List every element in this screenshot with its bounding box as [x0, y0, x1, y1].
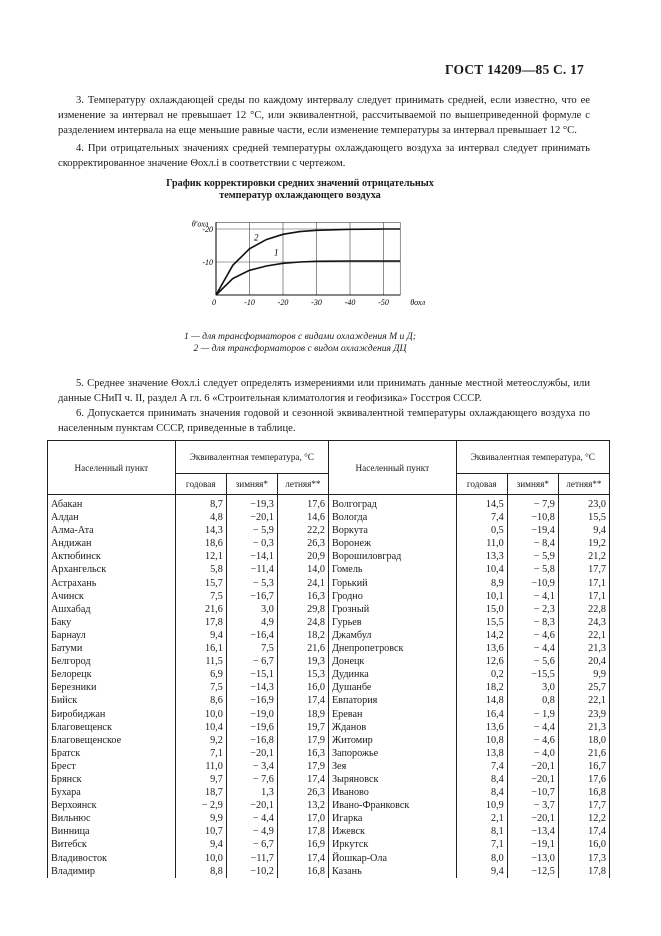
table-row	[48, 577, 610, 590]
winter-temp-cell: −12,5	[507, 865, 558, 878]
annual-temp-cell: 14,5	[456, 495, 507, 512]
table-row	[48, 721, 610, 734]
annual-temp-cell: 10,1	[456, 590, 507, 603]
annual-temp-cell: 0,2	[456, 668, 507, 681]
city-name-cell: Ворошиловград	[328, 550, 456, 563]
table-row	[48, 629, 610, 642]
summer-temp-cell: 22,8	[558, 603, 609, 616]
table-row	[48, 563, 610, 576]
winter-temp-cell: −20,1	[507, 773, 558, 786]
summer-temp-cell: 18,9	[277, 708, 328, 721]
annual-temp-cell: 11,5	[175, 655, 226, 668]
city-name-cell: Вологда	[328, 511, 456, 524]
city-name-cell: Зыряновск	[328, 773, 456, 786]
table-row	[48, 694, 610, 707]
winter-temp-cell: −20,1	[226, 511, 277, 524]
winter-temp-cell: − 7,9	[507, 495, 558, 512]
table-row	[48, 708, 610, 721]
annual-temp-cell: 9,2	[175, 734, 226, 747]
annual-temp-cell: 18,7	[175, 786, 226, 799]
annual-temp-cell: 14,2	[456, 629, 507, 642]
city-name-cell: Ереван	[328, 708, 456, 721]
annual-temp-cell: 9,4	[175, 838, 226, 851]
city-name-cell: Воркута	[328, 524, 456, 537]
city-name-cell: Алдан	[48, 511, 176, 524]
winter-temp-cell: − 4,9	[226, 825, 277, 838]
winter-temp-cell: −19,3	[226, 495, 277, 512]
summer-temp-cell: 17,6	[558, 773, 609, 786]
winter-temp-cell: 1,3	[226, 786, 277, 799]
summer-temp-cell: 15,5	[558, 511, 609, 524]
city-name-cell: Владивосток	[48, 852, 176, 865]
city-name-cell: Душанбе	[328, 681, 456, 694]
city-name-cell: Дудинка	[328, 668, 456, 681]
city-name-cell: Винница	[48, 825, 176, 838]
summer-temp-cell: 13,2	[277, 799, 328, 812]
annual-temp-cell: 7,1	[456, 838, 507, 851]
annual-temp-cell: 10,7	[175, 825, 226, 838]
summer-temp-cell: 17,4	[277, 852, 328, 865]
table-row	[48, 760, 610, 773]
winter-temp-cell: −10,8	[507, 511, 558, 524]
winter-temp-cell: −20,1	[507, 812, 558, 825]
city-name-cell: Гродно	[328, 590, 456, 603]
annual-temp-cell: 10,4	[175, 721, 226, 734]
city-name-cell: Ачинск	[48, 590, 176, 603]
winter-temp-cell: − 4,4	[507, 642, 558, 655]
annual-temp-cell: 10,0	[175, 708, 226, 721]
city-name-cell: Игарка	[328, 812, 456, 825]
annual-temp-cell: 14,8	[456, 694, 507, 707]
winter-temp-cell: − 7,6	[226, 773, 277, 786]
table-row	[48, 747, 610, 760]
summer-temp-cell: 17,1	[558, 590, 609, 603]
table-row	[48, 825, 610, 838]
annual-temp-cell: 18,6	[175, 537, 226, 550]
winter-temp-cell: − 4,4	[507, 721, 558, 734]
winter-temp-cell: 4,9	[226, 616, 277, 629]
summer-temp-cell: 23,9	[558, 708, 609, 721]
x-tick-label: -40	[344, 298, 356, 307]
legend-item-2: 2 — для трансформаторов с видом охлаждения ДЦ	[193, 343, 407, 354]
city-name-cell: Иркутск	[328, 838, 456, 851]
city-name-cell: Верхоянск	[48, 799, 176, 812]
table-row	[48, 681, 610, 694]
city-name-cell: Запорожье	[328, 747, 456, 760]
annual-temp-cell: 18,2	[456, 681, 507, 694]
annual-temp-cell: 8,6	[175, 694, 226, 707]
summer-temp-cell: 22,2	[277, 524, 328, 537]
winter-temp-cell: −16,7	[226, 590, 277, 603]
table-row	[48, 865, 610, 878]
x-tick-label: -10	[244, 298, 255, 307]
annual-temp-cell: 0,5	[456, 524, 507, 537]
summer-temp-cell: 26,3	[277, 786, 328, 799]
winter-temp-cell: 0,8	[507, 694, 558, 707]
city-name-cell: Березники	[48, 681, 176, 694]
table-row	[48, 655, 610, 668]
city-name-cell: Бийск	[48, 694, 176, 707]
summer-temp-cell: 17,4	[277, 694, 328, 707]
summer-temp-cell: 21,2	[558, 550, 609, 563]
page-header: ГОСТ 14209—85 С. 17	[445, 62, 584, 77]
summer-temp-cell: 17,6	[277, 495, 328, 512]
summer-temp-cell: 16,0	[558, 838, 609, 851]
annual-temp-cell: 8,9	[456, 577, 507, 590]
summer-temp-cell: 17,7	[558, 799, 609, 812]
table-row	[48, 838, 610, 851]
winter-temp-cell: 7,5	[226, 642, 277, 655]
summer-temp-cell: 16,3	[277, 747, 328, 760]
winter-temp-cell: − 5,9	[507, 550, 558, 563]
col-header-year-right: годовая	[456, 474, 507, 495]
summer-temp-cell: 17,7	[558, 563, 609, 576]
city-name-cell: Брянск	[48, 773, 176, 786]
winter-temp-cell: − 8,3	[507, 616, 558, 629]
annual-temp-cell: 9,4	[456, 865, 507, 878]
col-header-name-left: Населенный пункт	[48, 441, 176, 495]
annual-temp-cell: − 2,9	[175, 799, 226, 812]
winter-temp-cell: −10,2	[226, 865, 277, 878]
table-row	[48, 786, 610, 799]
winter-temp-cell: − 4,6	[507, 629, 558, 642]
annual-temp-cell: 7,4	[456, 760, 507, 773]
summer-temp-cell: 16,3	[277, 590, 328, 603]
city-name-cell: Барнаул	[48, 629, 176, 642]
annual-temp-cell: 8,1	[456, 825, 507, 838]
city-name-cell: Белгород	[48, 655, 176, 668]
city-name-cell: Белорецк	[48, 668, 176, 681]
summer-temp-cell: 19,2	[558, 537, 609, 550]
series-label-1: 1	[274, 247, 279, 258]
winter-temp-cell: − 5,3	[226, 577, 277, 590]
annual-temp-cell: 11,0	[456, 537, 507, 550]
table-row	[48, 852, 610, 865]
city-name-cell: Евпатория	[328, 694, 456, 707]
winter-temp-cell: − 4,0	[507, 747, 558, 760]
city-name-cell: Бухара	[48, 786, 176, 799]
table-row	[48, 511, 610, 524]
legend-item-1: 1 — для трансформаторов с видами охлаждения М и Д;	[184, 331, 416, 342]
summer-temp-cell: 15,3	[277, 668, 328, 681]
annual-temp-cell: 15,0	[456, 603, 507, 616]
winter-temp-cell: −15,1	[226, 668, 277, 681]
winter-temp-cell: − 6,7	[226, 838, 277, 851]
city-name-cell: Ашхабад	[48, 603, 176, 616]
chart-title	[150, 178, 450, 202]
summer-temp-cell: 17,8	[558, 865, 609, 878]
winter-temp-cell: −11,4	[226, 563, 277, 576]
col-header-winter-right: зимняя*	[507, 474, 558, 495]
city-name-cell: Абакан	[48, 495, 176, 512]
summer-temp-cell: 17,1	[558, 577, 609, 590]
paragraph-5: 5. Среднее значение Θохл.i следует определять измерениями или принимать данные местной метеослужбы, или данные СНиП ч. II, раздел А гл. 6 «Строительная климатология и геофизика» Госстроя СССР.	[58, 378, 590, 404]
summer-temp-cell: 29,8	[277, 603, 328, 616]
city-name-cell: Ивано-Франковск	[328, 799, 456, 812]
table-body	[48, 495, 610, 878]
annual-temp-cell: 2,1	[456, 812, 507, 825]
summer-temp-cell: 21,3	[558, 721, 609, 734]
annual-temp-cell: 9,7	[175, 773, 226, 786]
summer-temp-cell: 22,1	[558, 694, 609, 707]
summer-temp-cell: 17,8	[277, 825, 328, 838]
summer-temp-cell: 21,6	[277, 642, 328, 655]
y-axis-label: θ'охл	[191, 219, 209, 229]
city-name-cell: Братск	[48, 747, 176, 760]
table-row	[48, 773, 610, 786]
chart-title-line-2: температур охлаждающего воздуха	[219, 190, 381, 201]
summer-temp-cell: 17,0	[277, 812, 328, 825]
table-row	[48, 495, 610, 512]
table-row	[48, 812, 610, 825]
series-label-2: 2	[253, 232, 259, 243]
city-name-cell: Ижевск	[328, 825, 456, 838]
city-name-cell: Гурьев	[328, 616, 456, 629]
winter-temp-cell: − 4,4	[226, 812, 277, 825]
winter-temp-cell: −10,9	[507, 577, 558, 590]
plot-frame	[216, 222, 400, 295]
annual-temp-cell: 17,8	[175, 616, 226, 629]
annual-temp-cell: 9,9	[175, 812, 226, 825]
city-name-cell: Батуми	[48, 642, 176, 655]
summer-temp-cell: 12,2	[558, 812, 609, 825]
table-row	[48, 616, 610, 629]
y-tick-label: -10	[202, 258, 213, 267]
winter-temp-cell: −13,0	[507, 852, 558, 865]
col-header-summer-right: летняя**	[558, 474, 609, 495]
x-tick-label: -20	[277, 298, 289, 307]
winter-temp-cell: − 0,3	[226, 537, 277, 550]
city-name-cell: Баку	[48, 616, 176, 629]
chart-legend	[150, 331, 450, 355]
chart-title-line-1: График корректировки средних значений отрицательных	[166, 178, 434, 189]
summer-temp-cell: 21,3	[558, 642, 609, 655]
city-name-cell: Благовещенск	[48, 721, 176, 734]
annual-temp-cell: 12,1	[175, 550, 226, 563]
city-name-cell: Днепропетровск	[328, 642, 456, 655]
city-name-cell: Владимир	[48, 865, 176, 878]
winter-temp-cell: − 5,8	[507, 563, 558, 576]
city-name-cell: Алма-Ата	[48, 524, 176, 537]
paragraph-6: 6. Допускается принимать значения годовой и сезонной эквивалентной температуры охлаждающего воздуха по населенным пунктам СССР, приведенные в таблице.	[58, 408, 590, 434]
annual-temp-cell: 21,6	[175, 603, 226, 616]
annual-temp-cell: 8,7	[175, 495, 226, 512]
city-name-cell: Вильнюс	[48, 812, 176, 825]
annual-temp-cell: 15,7	[175, 577, 226, 590]
annual-temp-cell: 15,5	[456, 616, 507, 629]
summer-temp-cell: 17,4	[558, 825, 609, 838]
col-header-year-left: годовая	[175, 474, 226, 495]
winter-temp-cell: −19,6	[226, 721, 277, 734]
winter-temp-cell: 3,0	[507, 681, 558, 694]
annual-temp-cell: 10,8	[456, 734, 507, 747]
city-name-cell: Воронеж	[328, 537, 456, 550]
annual-temp-cell: 7,5	[175, 681, 226, 694]
annual-temp-cell: 9,4	[175, 629, 226, 642]
winter-temp-cell: −11,7	[226, 852, 277, 865]
correction-chart	[160, 200, 440, 325]
annual-temp-cell: 10,9	[456, 799, 507, 812]
annual-temp-cell: 13,6	[456, 721, 507, 734]
city-name-cell: Жданов	[328, 721, 456, 734]
annual-temp-cell: 13,8	[456, 747, 507, 760]
winter-temp-cell: −16,9	[226, 694, 277, 707]
annual-temp-cell: 11,0	[175, 760, 226, 773]
annual-temp-cell: 13,6	[456, 642, 507, 655]
summer-temp-cell: 20,4	[558, 655, 609, 668]
summer-temp-cell: 25,7	[558, 681, 609, 694]
city-name-cell: Йошкар-Ола	[328, 852, 456, 865]
city-name-cell: Витебск	[48, 838, 176, 851]
winter-temp-cell: − 1,9	[507, 708, 558, 721]
city-name-cell: Актюбинск	[48, 550, 176, 563]
annual-temp-cell: 10,0	[175, 852, 226, 865]
annual-temp-cell: 4,8	[175, 511, 226, 524]
annual-temp-cell: 8,8	[175, 865, 226, 878]
col-header-summer-left: летняя**	[277, 474, 328, 495]
city-name-cell: Брест	[48, 760, 176, 773]
winter-temp-cell: − 6,7	[226, 655, 277, 668]
summer-temp-cell: 17,9	[277, 760, 328, 773]
winter-temp-cell: −13,4	[507, 825, 558, 838]
annual-temp-cell: 8,4	[456, 773, 507, 786]
city-name-cell: Благовещенское	[48, 734, 176, 747]
city-name-cell: Иваново	[328, 786, 456, 799]
table-row	[48, 603, 610, 616]
city-name-cell: Гомель	[328, 563, 456, 576]
city-name-cell: Донецк	[328, 655, 456, 668]
series-line-1	[216, 261, 400, 295]
winter-temp-cell: − 5,6	[507, 655, 558, 668]
annual-temp-cell: 8,0	[456, 852, 507, 865]
annual-temp-cell: 5,8	[175, 563, 226, 576]
city-name-cell: Андижан	[48, 537, 176, 550]
annual-temp-cell: 16,1	[175, 642, 226, 655]
summer-temp-cell: 26,3	[277, 537, 328, 550]
winter-temp-cell: −20,1	[507, 760, 558, 773]
paragraph-3: 3. Температуру охлаждающей среды по каждому интервалу следует принимать средней, если известно, что ее изменение за интервал не превышает 12 °С, или эквивалентной, рассчитываемой по вышеприведенной формуле с разделением интервала на еще меньшие равные части, если изменение температуры за интервал превышает 12 °С.	[58, 95, 590, 136]
summer-temp-cell: 21,6	[558, 747, 609, 760]
winter-temp-cell: 3,0	[226, 603, 277, 616]
summer-temp-cell: 17,3	[558, 852, 609, 865]
city-name-cell: Зея	[328, 760, 456, 773]
col-header-winter-left: зимняя*	[226, 474, 277, 495]
annual-temp-cell: 13,3	[456, 550, 507, 563]
summer-temp-cell: 16,8	[558, 786, 609, 799]
winter-temp-cell: − 3,7	[507, 799, 558, 812]
winter-temp-cell: − 4,1	[507, 590, 558, 603]
city-name-cell: Джамбул	[328, 629, 456, 642]
summer-temp-cell: 24,3	[558, 616, 609, 629]
annual-temp-cell: 6,9	[175, 668, 226, 681]
x-tick-label: -30	[311, 298, 322, 307]
summer-temp-cell: 18,0	[558, 734, 609, 747]
annual-temp-cell: 16,4	[456, 708, 507, 721]
winter-temp-cell: − 8,4	[507, 537, 558, 550]
summer-temp-cell: 24,1	[277, 577, 328, 590]
winter-temp-cell: − 2,3	[507, 603, 558, 616]
summer-temp-cell: 20,9	[277, 550, 328, 563]
paragraph-4: 4. При отрицательных значениях средней температуры охлаждающего воздуха за интервал следует принимать скорректированное значение Θохл.i в соответствии с чертежом.	[58, 143, 590, 169]
annual-temp-cell: 7,4	[456, 511, 507, 524]
summer-temp-cell: 16,8	[277, 865, 328, 878]
x-axis-label: θохл	[410, 298, 426, 307]
winter-temp-cell: −15,5	[507, 668, 558, 681]
table-row	[48, 550, 610, 563]
annual-temp-cell: 14,3	[175, 524, 226, 537]
city-name-cell: Горький	[328, 577, 456, 590]
city-name-cell: Житомир	[328, 734, 456, 747]
winter-temp-cell: −19,4	[507, 524, 558, 537]
summer-temp-cell: 17,9	[277, 734, 328, 747]
annual-temp-cell: 8,4	[456, 786, 507, 799]
summer-temp-cell: 9,9	[558, 668, 609, 681]
city-name-cell: Грозный	[328, 603, 456, 616]
y-tick-label: -20	[202, 225, 213, 234]
city-name-cell: Волгоград	[328, 495, 456, 512]
annual-temp-cell: 7,1	[175, 747, 226, 760]
summer-temp-cell: 16,7	[558, 760, 609, 773]
x-tick-label: -50	[378, 298, 389, 307]
col-header-name-right: Населенный пункт	[328, 441, 456, 495]
summer-temp-cell: 18,2	[277, 629, 328, 642]
summer-temp-cell: 24,8	[277, 616, 328, 629]
equivalent-temperature-table	[47, 440, 610, 878]
summer-temp-cell: 16,0	[277, 681, 328, 694]
summer-temp-cell: 14,6	[277, 511, 328, 524]
winter-temp-cell: − 5,9	[226, 524, 277, 537]
summer-temp-cell: 19,7	[277, 721, 328, 734]
summer-temp-cell: 9,4	[558, 524, 609, 537]
x-tick-label: 0	[212, 298, 216, 307]
table-row	[48, 734, 610, 747]
col-header-group-right: Эквивалентная температура, °С	[456, 441, 609, 474]
col-header-group-left: Эквивалентная температура, °С	[175, 441, 328, 474]
summer-temp-cell: 14,0	[277, 563, 328, 576]
annual-temp-cell: 7,5	[175, 590, 226, 603]
winter-temp-cell: −19,0	[226, 708, 277, 721]
summer-temp-cell: 17,4	[277, 773, 328, 786]
city-name-cell: Архангельск	[48, 563, 176, 576]
table-row	[48, 524, 610, 537]
winter-temp-cell: −14,3	[226, 681, 277, 694]
winter-temp-cell: − 3,4	[226, 760, 277, 773]
winter-temp-cell: − 4,6	[507, 734, 558, 747]
annual-temp-cell: 10,4	[456, 563, 507, 576]
table-row	[48, 668, 610, 681]
table-row	[48, 642, 610, 655]
city-name-cell: Биробиджан	[48, 708, 176, 721]
winter-temp-cell: −20,1	[226, 799, 277, 812]
summer-temp-cell: 23,0	[558, 495, 609, 512]
city-name-cell: Казань	[328, 865, 456, 878]
table-row	[48, 799, 610, 812]
winter-temp-cell: −19,1	[507, 838, 558, 851]
winter-temp-cell: −20,1	[226, 747, 277, 760]
summer-temp-cell: 19,3	[277, 655, 328, 668]
winter-temp-cell: −10,7	[507, 786, 558, 799]
annual-temp-cell: 12,6	[456, 655, 507, 668]
table-row	[48, 537, 610, 550]
summer-temp-cell: 16,9	[277, 838, 328, 851]
winter-temp-cell: −16,4	[226, 629, 277, 642]
summer-temp-cell: 22,1	[558, 629, 609, 642]
table-row	[48, 590, 610, 603]
city-name-cell: Астрахань	[48, 577, 176, 590]
winter-temp-cell: −16,8	[226, 734, 277, 747]
winter-temp-cell: −14,1	[226, 550, 277, 563]
